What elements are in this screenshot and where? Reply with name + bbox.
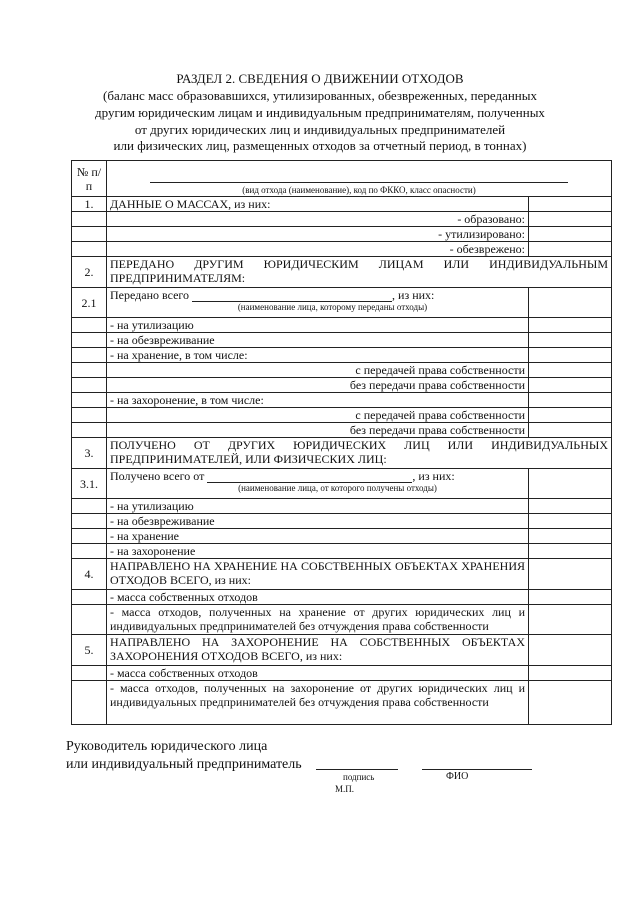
signature-field[interactable]	[316, 769, 398, 770]
stamp-caption: М.П.	[335, 784, 355, 794]
s21-caption: (наименование лица, которому переданы отходы)	[237, 302, 428, 312]
s2-neut-label: - на обезвреживание	[107, 333, 529, 348]
s3-title: ПОЛУЧЕНО ОТ ДРУГИХ ЮРИДИЧЕСКИХ ЛИЦ ИЛИ ИНДИВИДУАЛЬНЫХ ПРЕДПРИНИМАТЕЛЕЙ, ИЛИ ФИЗИЧЕСКИХ ЛИЦ:	[107, 438, 612, 469]
s2-burial-without-right: без передачи права собственности	[107, 423, 529, 438]
s3-neut-value[interactable]	[529, 514, 612, 529]
waste-movement-table	[71, 160, 612, 725]
s4-own-value[interactable]	[529, 590, 612, 605]
s3-util-label: - на утилизацию	[107, 499, 529, 514]
s2-storage-value[interactable]	[529, 348, 612, 363]
s2-neut-value[interactable]	[529, 333, 612, 348]
row-num-5: 5.	[72, 635, 107, 666]
s2-util-label: - на утилизацию	[107, 318, 529, 333]
s1-title: ДАННЫЕ О МАССАХ, из них:	[107, 197, 529, 212]
fio-field[interactable]	[422, 769, 532, 770]
s2-burial-label: - на захоронение, в том числе:	[107, 393, 529, 408]
s4-title: НАПРАВЛЕНО НА ХРАНЕНИЕ НА СОБСТВЕННЫХ ОБЪЕКТАХ ХРАНЕНИЯ ОТХОДОВ ВСЕГО, из них:	[107, 559, 529, 590]
s3-neut-label: - на обезвреживание	[107, 514, 529, 529]
col-num-header: № п/п	[72, 161, 107, 197]
row-num-3-1: 3.1.	[72, 469, 107, 499]
s21-text: Передано всего	[110, 288, 190, 302]
s4-received-value[interactable]	[529, 605, 612, 635]
s31-cell	[107, 469, 529, 499]
row-num-2: 2.	[72, 257, 107, 288]
s31-caption: (наименование лица, от которого получены отходы)	[238, 483, 437, 493]
s31-text: Получено всего от	[110, 469, 205, 483]
s2-storage-with-right: с передачей права собственности	[107, 363, 529, 378]
fio-caption: ФИО	[446, 771, 469, 782]
s3-util-value[interactable]	[529, 499, 612, 514]
s21-cell	[107, 288, 529, 318]
subtitle-line-1: (баланс масс образовавшихся, утилизированных, обезвреженных, переданных	[103, 88, 537, 103]
s2-storage-with-right-value[interactable]	[529, 363, 612, 378]
row-num-3: 3.	[72, 438, 107, 469]
s5-own-label: - масса собственных отходов	[107, 666, 529, 681]
s5-own-value[interactable]	[529, 666, 612, 681]
s31-suffix: , из них:	[412, 469, 455, 483]
row-num-1: 1.	[72, 197, 107, 212]
s2-burial-with-right: с передачей права собственности	[107, 408, 529, 423]
section-title: РАЗДЕЛ 2. СВЕДЕНИЯ О ДВИЖЕНИИ ОТХОДОВ	[176, 71, 464, 86]
waste-type-field[interactable]	[150, 172, 568, 183]
s3-storage-value[interactable]	[529, 529, 612, 544]
waste-type-caption: (вид отхода (наименование), код по ФККО, класс опасности)	[242, 185, 476, 195]
s21-value[interactable]	[529, 288, 612, 318]
s5-received-label: - масса отходов, полученных на захоронение от других юридических лиц и индивидуальных предпринимателей без отчуждения права собственности	[107, 681, 529, 725]
s4-received-label: - масса отходов, полученных на хранение от других юридических лиц и индивидуальных предпринимателей без отчуждения права собственности	[107, 605, 529, 635]
s1-formed-value[interactable]	[529, 212, 612, 227]
s1-neutralized-value[interactable]	[529, 242, 612, 257]
s2-burial-value[interactable]	[529, 393, 612, 408]
s2-burial-without-right-value[interactable]	[529, 423, 612, 438]
waste-type-header	[107, 161, 612, 197]
s2-storage-label: - на хранение, в том числе:	[107, 348, 529, 363]
signature-caption: подпись	[343, 772, 375, 782]
s5-title: НАПРАВЛЕНО НА ЗАХОРОНЕНИЕ НА СОБСТВЕННЫХ ОБЪЕКТАХ ЗАХОРОНЕНИЯ ОТХОДОВ ВСЕГО, из них:	[107, 635, 529, 666]
s4-value[interactable]	[529, 559, 612, 590]
s1-formed-label: - образовано:	[107, 212, 529, 227]
row-num-4: 4.	[72, 559, 107, 590]
s1-utilized-label: - утилизировано:	[107, 227, 529, 242]
s1-utilized-value[interactable]	[529, 227, 612, 242]
row-num-2-1: 2.1	[72, 288, 107, 318]
s4-own-label: - масса собственных отходов	[107, 590, 529, 605]
s2-storage-without-right-value[interactable]	[529, 378, 612, 393]
s2-burial-with-right-value[interactable]	[529, 408, 612, 423]
s3-storage-label: - на хранение	[107, 529, 529, 544]
s2-util-value[interactable]	[529, 318, 612, 333]
s3-burial-label: - на захоронение	[107, 544, 529, 559]
s5-value[interactable]	[529, 635, 612, 666]
s1-neutralized-label: - обезврежено:	[107, 242, 529, 257]
subtitle-line-2: другим юридическим лицам и индивидуальным предпринимателям, полученных	[95, 105, 545, 120]
s31-source-field[interactable]	[207, 470, 412, 483]
s21-suffix: , из них:	[392, 288, 435, 302]
s5-received-value[interactable]	[529, 681, 612, 725]
s2-title: ПЕРЕДАНО ДРУГИМ ЮРИДИЧЕСКИМ ЛИЦАМ ИЛИ ИНДИВИДУАЛЬНЫМ ПРЕДПРИНИМАТЕЛЯМ:	[107, 257, 612, 288]
s3-burial-value[interactable]	[529, 544, 612, 559]
s31-value[interactable]	[529, 469, 612, 499]
s21-recipient-field[interactable]	[192, 289, 392, 302]
s1-value[interactable]	[529, 197, 612, 212]
subtitle-line-4: или физических лиц, размещенных отходов за отчетный период, в тоннах)	[113, 138, 527, 153]
s2-storage-without-right: без передачи права собственности	[107, 378, 529, 393]
footer-line-1: Руководитель юридического лица	[66, 739, 268, 754]
subtitle-line-3: от других юридических лиц и индивидуальных предпринимателей	[134, 122, 506, 137]
footer-line-2: или индивидуальный предприниматель	[66, 757, 302, 772]
